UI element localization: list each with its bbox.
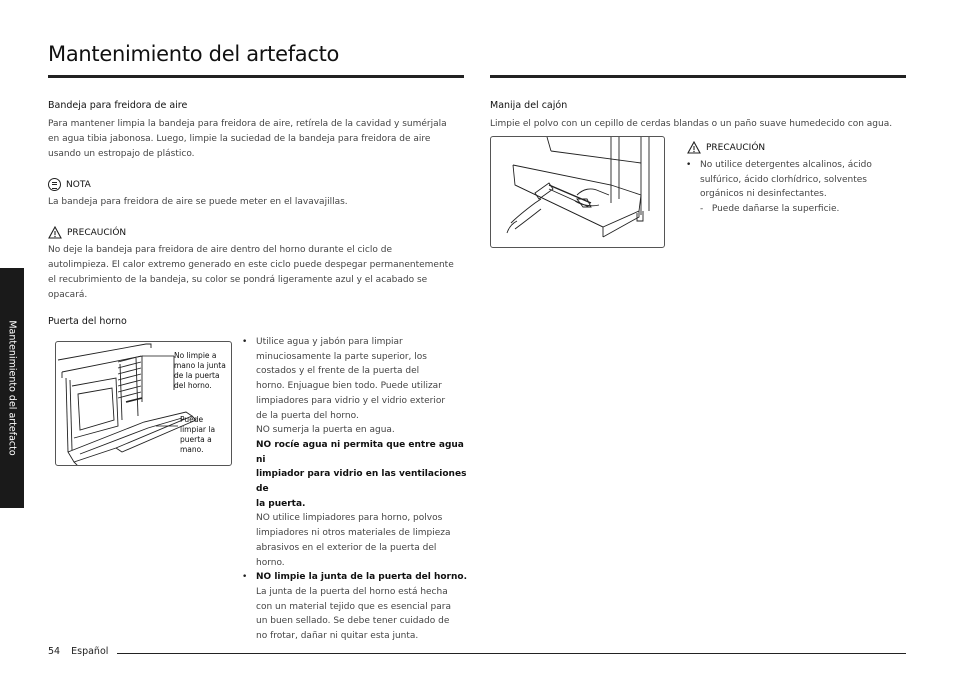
callout-line: mano la junta	[174, 361, 226, 370]
caution-text	[48, 243, 454, 303]
sub-bullet-line: - Puede dañarse la superficie.	[700, 204, 840, 215]
bullet-line: limpiadores para vidrio y el vidrio exterior	[256, 395, 446, 406]
footer-page	[48, 646, 108, 657]
caution-line: opacará.	[48, 290, 88, 300]
caution-label	[48, 226, 126, 239]
bullet-bold-line: • NO limpie la junta de la puerta del horno.	[256, 572, 468, 583]
bullet-line: un buen sellado. Se debe tener cuidado de	[256, 616, 450, 627]
bullet-line: orgánicos ni desinfectantes.	[700, 189, 827, 200]
bullet-line: minuciosamente la parte superior, los	[256, 351, 427, 362]
bullet-line: horno. Enjuague bien todo. Puede utilizar	[256, 381, 442, 392]
bullet-line: no frotar, dañar ni quitar esta junta.	[256, 631, 419, 642]
title-rule-right	[490, 75, 906, 78]
bullet-line: costados y el frente de la puerta del	[256, 366, 420, 377]
door-bullets	[240, 335, 468, 644]
list-item	[240, 570, 468, 644]
right-caution-label	[687, 141, 765, 154]
title-rule-left	[48, 75, 464, 78]
bullet-line: con un material tejido que es esencial para	[256, 601, 451, 612]
callout-line: de la puerta	[174, 371, 220, 380]
bullet-line: abrasivos en el exterior de la puerta del	[256, 542, 437, 553]
page-number: 54	[48, 646, 61, 657]
list-item	[684, 158, 884, 217]
callout-line: mano.	[180, 445, 204, 454]
bullet-line: horno.	[256, 557, 285, 568]
bullet-line: La junta de la puerta del horno está hecha	[256, 586, 448, 597]
footer-rule	[117, 653, 906, 654]
callout-door	[180, 415, 215, 455]
bullet-line: limpiadores ni otros materiales de limpieza	[256, 528, 451, 539]
air-fryer-text	[48, 117, 447, 162]
page-title: Mantenimiento del artefacto	[48, 42, 340, 66]
warning-icon	[48, 226, 62, 239]
bullet-line: • No utilice detergentes alcalinos, ácido	[700, 160, 872, 170]
bullet-line: sulfúrico, ácido clorhídrico, solventes	[700, 174, 867, 185]
bullet-bold-line: la puerta.	[256, 498, 306, 509]
drawer-text: Limpie el polvo con un cepillo de cerdas blandas o un paño suave humedecido con agua.	[490, 119, 893, 129]
bullet-line: NO utilice limpiadores para horno, polvos	[256, 513, 443, 524]
caution-line: autolimpieza. El calor extremo generado en este ciclo puede despegar permanentemente	[48, 260, 454, 270]
bullet-line: de la puerta del horno.	[256, 410, 359, 421]
air-fryer-line: en agua tibia jabonosa. Luego, limpie la suciedad de la bandeja para freidora de aire	[48, 134, 431, 144]
drawer-heading: Manija del cajón	[490, 100, 568, 111]
caution-label-text: PRECAUCIÓN	[67, 227, 127, 238]
list-item	[240, 335, 468, 570]
bullet-line: NO sumerja la puerta en agua.	[256, 425, 395, 436]
note-icon	[48, 178, 61, 191]
air-fryer-line: Para mantener limpia la bandeja para freidora de aire, retírela de la cavidad y sumérjala	[48, 119, 447, 129]
bullet-bold-line: NO rocíe agua ni permita que entre agua ni	[256, 439, 464, 465]
note-label-text: NOTA	[66, 179, 91, 190]
caution-line: el recubrimiento de la bandeja, su color se pondrá ligeramente azul y el acabado se	[48, 275, 428, 285]
air-fryer-heading: Bandeja para freidora de aire	[48, 100, 188, 111]
right-caution-bullets	[684, 158, 884, 217]
bullet-bold-line: limpiador para vidrio en las ventilaciones de	[256, 469, 467, 495]
callout-gasket	[174, 351, 226, 391]
door-heading: Puerta del horno	[48, 316, 127, 327]
drawer-figure	[490, 136, 665, 248]
callout-line: del horno.	[174, 381, 212, 390]
note-label	[48, 178, 91, 191]
callout-line: Puede	[180, 415, 204, 424]
right-caution-label-text: PRECAUCIÓN	[706, 142, 766, 153]
footer-language: Español	[71, 646, 109, 657]
bullet-line: • Utilice agua y jabón para limpiar	[256, 337, 403, 347]
drawer-handle-illustration	[491, 137, 665, 248]
callout-line: puerta a	[180, 435, 212, 444]
warning-icon	[687, 141, 701, 154]
callout-line: limpiar la	[180, 425, 216, 434]
note-text: La bandeja para freidora de aire se puede meter en el lavavajillas.	[48, 197, 348, 207]
callout-line: No limpie a	[174, 351, 217, 360]
side-tab-label: Mantenimiento del artefacto	[6, 320, 18, 456]
caution-line: No deje la bandeja para freidora de aire dentro del horno durante el ciclo de	[48, 245, 392, 255]
air-fryer-line: usando un estropajo de plástico.	[48, 149, 195, 159]
side-tab	[0, 268, 24, 508]
